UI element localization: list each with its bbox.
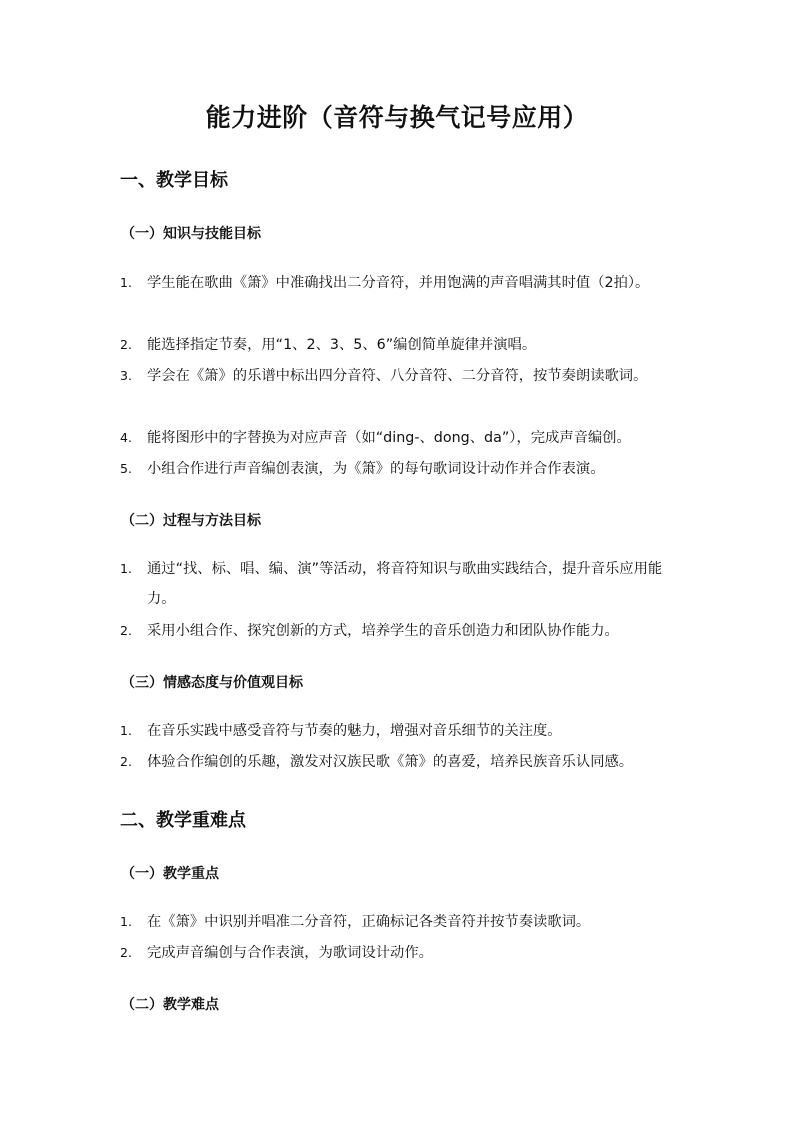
list-text: 能将图形中的字替换为对应声音（如“ding-、dong、da”），完成声音编创。 bbox=[147, 430, 631, 446]
list-text: 体验合作编创的乐趣，激发对汉族民歌《箫》的喜爱，培养民族音乐认同感。 bbox=[147, 754, 634, 770]
list-text: 在《箫》中识别并唱准二分音符，正确标记各类音符并按节奏读歌词。 bbox=[147, 914, 591, 930]
subsection-heading-focus: （一）教学重点 bbox=[121, 866, 219, 882]
list-text: 完成声音编创与合作表演，为歌词设计动作。 bbox=[147, 945, 433, 961]
list-number: 1. bbox=[120, 914, 132, 929]
list-number: 1. bbox=[120, 561, 132, 576]
list-text: 通过“找、标、唱、编、演”等活动，将音符知识与歌曲实践结合，提升音乐应用能力。 bbox=[147, 561, 663, 607]
subsection-heading-knowledge-skills: （一）知识与技能目标 bbox=[121, 226, 261, 242]
subsection-heading-values: （三）情感态度与价值观目标 bbox=[121, 675, 303, 691]
list-number: 2. bbox=[120, 754, 132, 769]
subsection-heading-process-methods: （二）过程与方法目标 bbox=[121, 513, 261, 529]
section-heading-teaching-goals: 一、教学目标 bbox=[120, 170, 228, 191]
list-number: 1. bbox=[120, 275, 132, 290]
list-number: 2. bbox=[120, 337, 132, 352]
list-text: 能选择指定节奏，用“1、2、3、5、6”编创简单旋律并演唱。 bbox=[147, 337, 537, 353]
list-number: 3. bbox=[120, 368, 132, 383]
list-text: 学会在《箫》的乐谱中标出四分音符、八分音符、二分音符，按节奏朗读歌词。 bbox=[147, 368, 648, 384]
list-text: 小组合作进行声音编创表演，为《箫》的每句歌词设计动作并合作表演。 bbox=[147, 461, 605, 477]
list-text: 在音乐实践中感受音符与节奏的魅力，增强对音乐细节的关注度。 bbox=[147, 723, 562, 739]
list-number: 4. bbox=[120, 430, 132, 445]
list-text: 采用小组合作、探究创新的方式，培养学生的音乐创造力和团队协作能力。 bbox=[147, 623, 619, 639]
section-heading-key-points: 二、教学重难点 bbox=[120, 810, 246, 831]
list-number: 5. bbox=[120, 461, 132, 476]
list-number: 1. bbox=[120, 723, 132, 738]
list-number: 2. bbox=[120, 945, 132, 960]
list-number: 2. bbox=[120, 623, 132, 638]
list-text: 学生能在歌曲《箫》中准确找出二分音符，并用饱满的声音唱满其时值（2拍）。 bbox=[147, 275, 650, 291]
subsection-heading-difficulties: （二）教学难点 bbox=[121, 997, 219, 1013]
page-title: 能力进阶（音符与换气记号应用） bbox=[205, 103, 589, 132]
